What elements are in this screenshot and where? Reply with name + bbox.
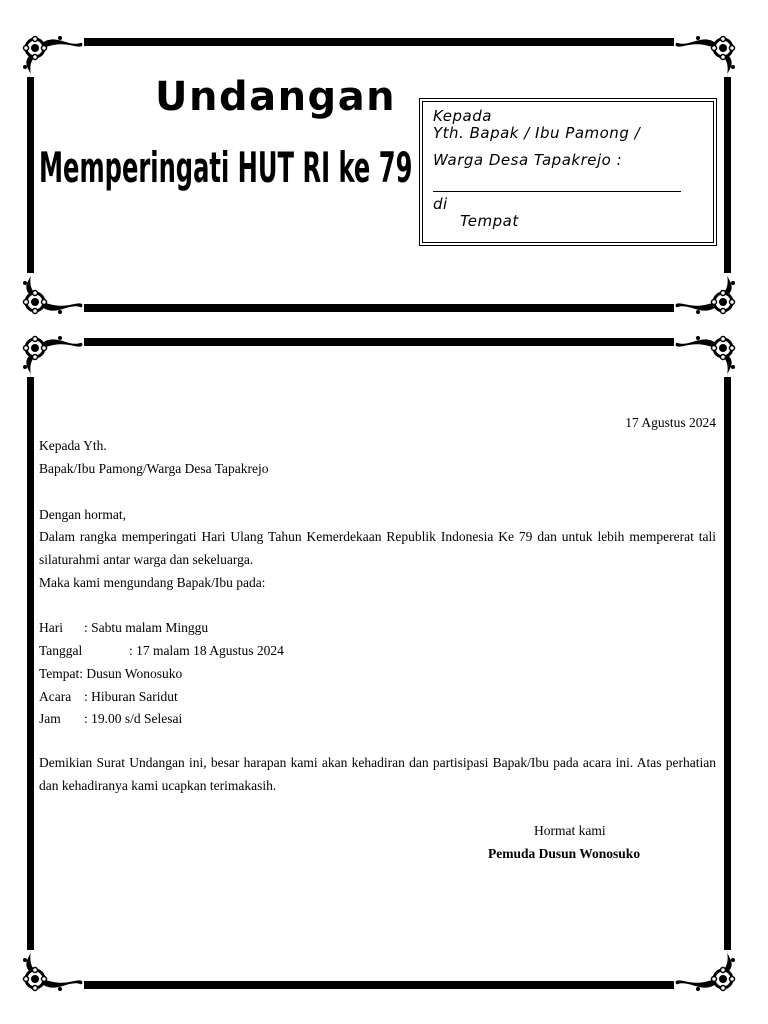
corner-ornament-icon <box>674 950 736 992</box>
corner-ornament-icon <box>22 273 84 315</box>
invitation-cover <box>22 35 736 315</box>
corner-ornament-icon <box>22 950 84 992</box>
address-line-kepada: Kepada <box>433 107 492 125</box>
corner-ornament-icon <box>674 273 736 315</box>
border-top <box>84 338 674 346</box>
invitation-letter <box>22 335 736 992</box>
signoff: Hormat kami <box>534 823 606 838</box>
address-line-village: Warga Desa Tapakrejo : <box>433 151 623 169</box>
border-bottom <box>84 981 674 989</box>
corner-ornament-icon <box>22 335 84 377</box>
signature: Pemuda Dusun Wonosuko <box>488 846 641 861</box>
border-bottom <box>84 304 674 312</box>
body-paragraph: Maka kami mengundang Bapak/Ibu pada: <box>39 575 266 590</box>
detail-value: : Sabtu malam Minggu <box>84 620 209 635</box>
border-left <box>27 77 34 273</box>
border-right <box>724 377 731 950</box>
closing-paragraph: Demikian Surat Undangan ini, besar harapan kami akan kehadiran dan partisipasi Bapak/Ibu pada acara ini. Atas perhatian dan kehadiranya kami ucapkan terimakasih. <box>39 755 716 793</box>
letter-date: 17 Agustus 2024 <box>625 415 716 430</box>
address-line-di: di <box>433 195 448 213</box>
border-right <box>724 77 731 273</box>
event-title: Memperingati HUT RI ke 79 <box>39 143 413 193</box>
detail-value: : 17 malam 18 Agustus 2024 <box>129 643 284 658</box>
corner-ornament-icon <box>22 35 84 77</box>
detail-label: Tanggal <box>39 643 83 658</box>
address-line-recipient: Yth. Bapak / Ibu Pamong / <box>433 124 641 142</box>
address-underline <box>433 191 681 192</box>
detail-value: : 19.00 s/d Selesai <box>84 711 183 726</box>
address-box <box>419 98 717 246</box>
detail-value: : Hiburan Saridut <box>84 689 178 704</box>
detail-value: Tempat: Dusun Wonosuko <box>39 666 183 681</box>
detail-label: Hari <box>39 620 63 635</box>
border-left <box>27 377 34 950</box>
recipient-line: Kepada Yth. <box>39 438 107 453</box>
greeting: Dengan hormat, <box>39 507 126 522</box>
corner-ornament-icon <box>674 35 736 77</box>
detail-label: Jam <box>39 711 61 726</box>
detail-label: Acara <box>39 689 72 704</box>
address-line-tempat: Tempat <box>460 212 519 230</box>
border-top <box>84 38 674 46</box>
recipient-line: Bapak/Ibu Pamong/Warga Desa Tapakrejo <box>39 461 269 476</box>
corner-ornament-icon <box>674 335 736 377</box>
cover-title: Undangan <box>155 74 397 120</box>
body-paragraph: Dalam rangka memperingati Hari Ulang Tahun Kemerdekaan Republik Indonesia Ke 79 dan untuk lebih mempererat tali silaturahmi antar warga dan sekeluarga. <box>39 529 716 567</box>
